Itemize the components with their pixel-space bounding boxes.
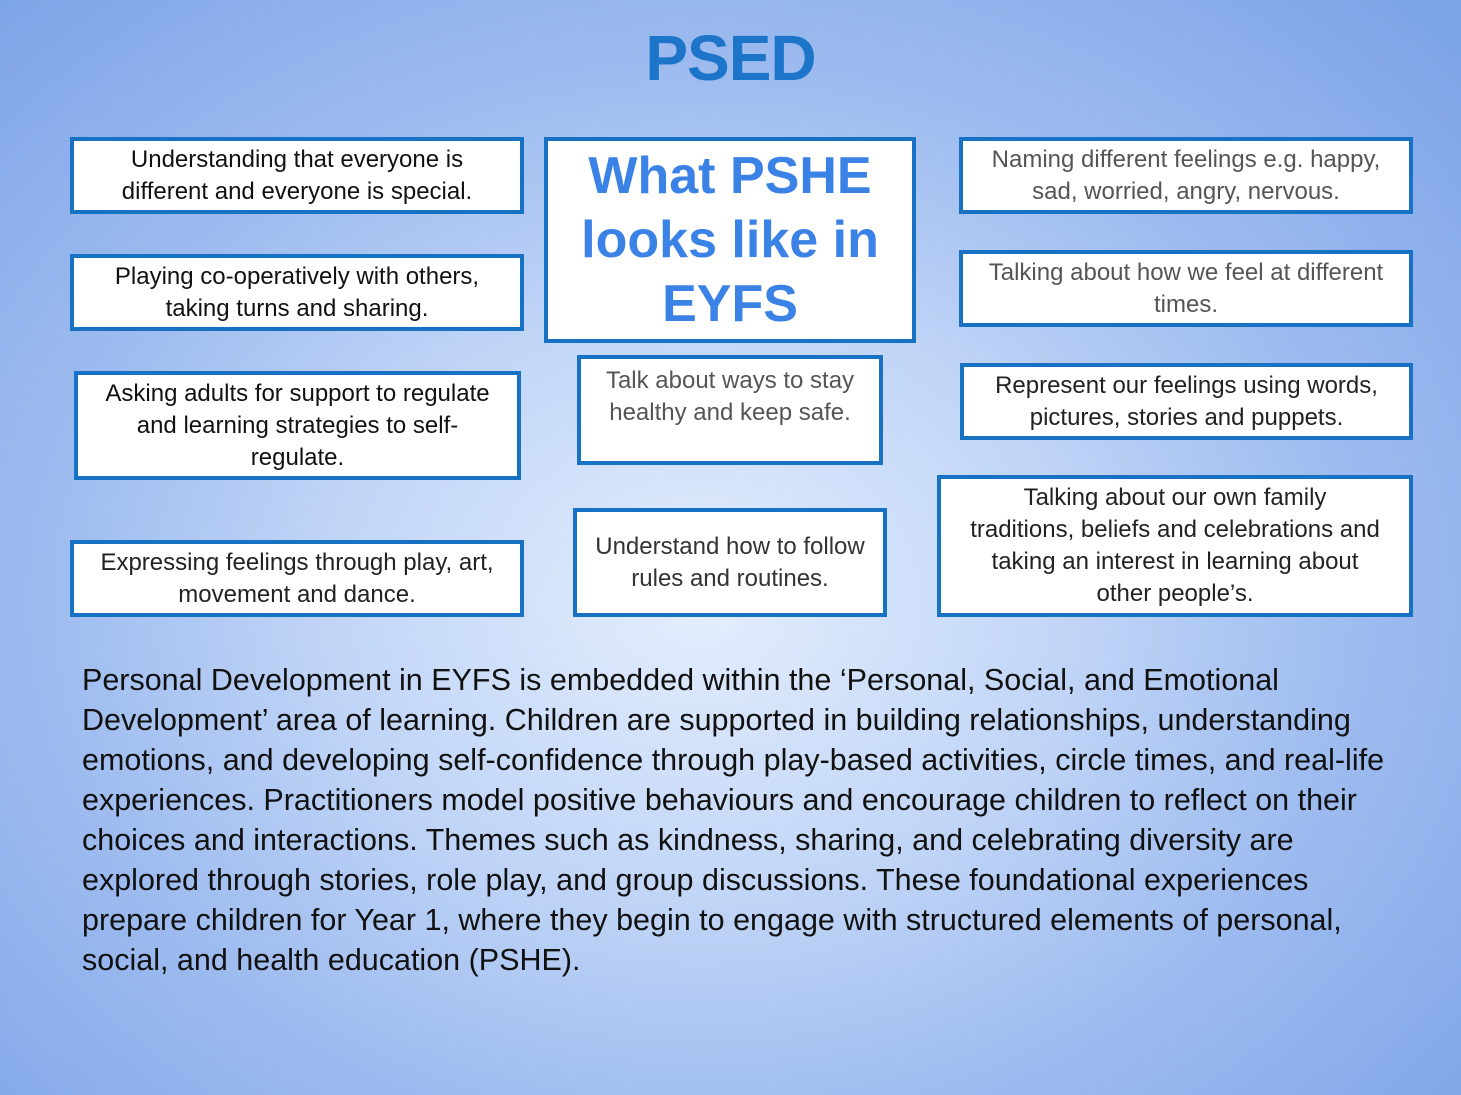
right-box-4 bbox=[937, 475, 1413, 617]
left-box-2-text: Playing co-operatively with others, taking turns and sharing. bbox=[114, 262, 480, 322]
middle-box-2-text: Understand how to follow rules and routines. bbox=[595, 532, 865, 592]
right-box-3-text: Represent our feelings using words, pictures, stories and puppets. bbox=[995, 371, 1378, 431]
left-box-4 bbox=[70, 540, 524, 617]
left-box-1 bbox=[70, 137, 524, 214]
left-box-3 bbox=[74, 371, 521, 480]
center-title-box bbox=[544, 137, 916, 343]
page-title: PSED bbox=[645, 22, 816, 94]
left-box-1-text: Understanding that everyone is different and everyone is special. bbox=[121, 145, 473, 205]
right-box-1-text: Naming different feelings e.g. happy, sad, worried, angry, nervous. bbox=[991, 145, 1381, 205]
middle-box-1 bbox=[577, 355, 883, 465]
right-box-2-text: Talking about how we feel at different times. bbox=[988, 258, 1384, 318]
right-box-2 bbox=[959, 250, 1413, 327]
center-title-text: What PSHE looks like in EYFS bbox=[581, 147, 879, 333]
left-box-4-text: Expressing feelings through play, art, movement and dance. bbox=[100, 548, 494, 608]
right-box-3 bbox=[960, 363, 1413, 440]
left-box-3-text: Asking adults for support to regulate and learning strategies to self-regulate. bbox=[105, 379, 490, 471]
left-box-2 bbox=[70, 254, 524, 331]
middle-box-1-text: Talk about ways to stay healthy and keep safe. bbox=[605, 367, 855, 426]
right-box-4-text: Talking about our own family traditions, beliefs and celebrations and taking an interest in learning about other people’s. bbox=[970, 484, 1380, 607]
right-box-1 bbox=[959, 137, 1413, 214]
middle-box-2 bbox=[573, 508, 887, 617]
description-paragraph: Personal Development in EYFS is embedded within the ‘Personal, Social, and Emotional Development’ area of learning. Children are supported in building relationships, understanding emotions, and developing self-confidence through play-based activities, circle times, and real-life experiences. Practitioners model positive behaviours and encourage children to reflect on their choices and interactions. Themes such as kindness, sharing, and celebrating diversity are explored through stories, role play, and group discussions. These foundational experiences prepare children for Year 1, where they begin to engage with structured elements of personal, social, and health education (PSHE). bbox=[82, 663, 1385, 977]
